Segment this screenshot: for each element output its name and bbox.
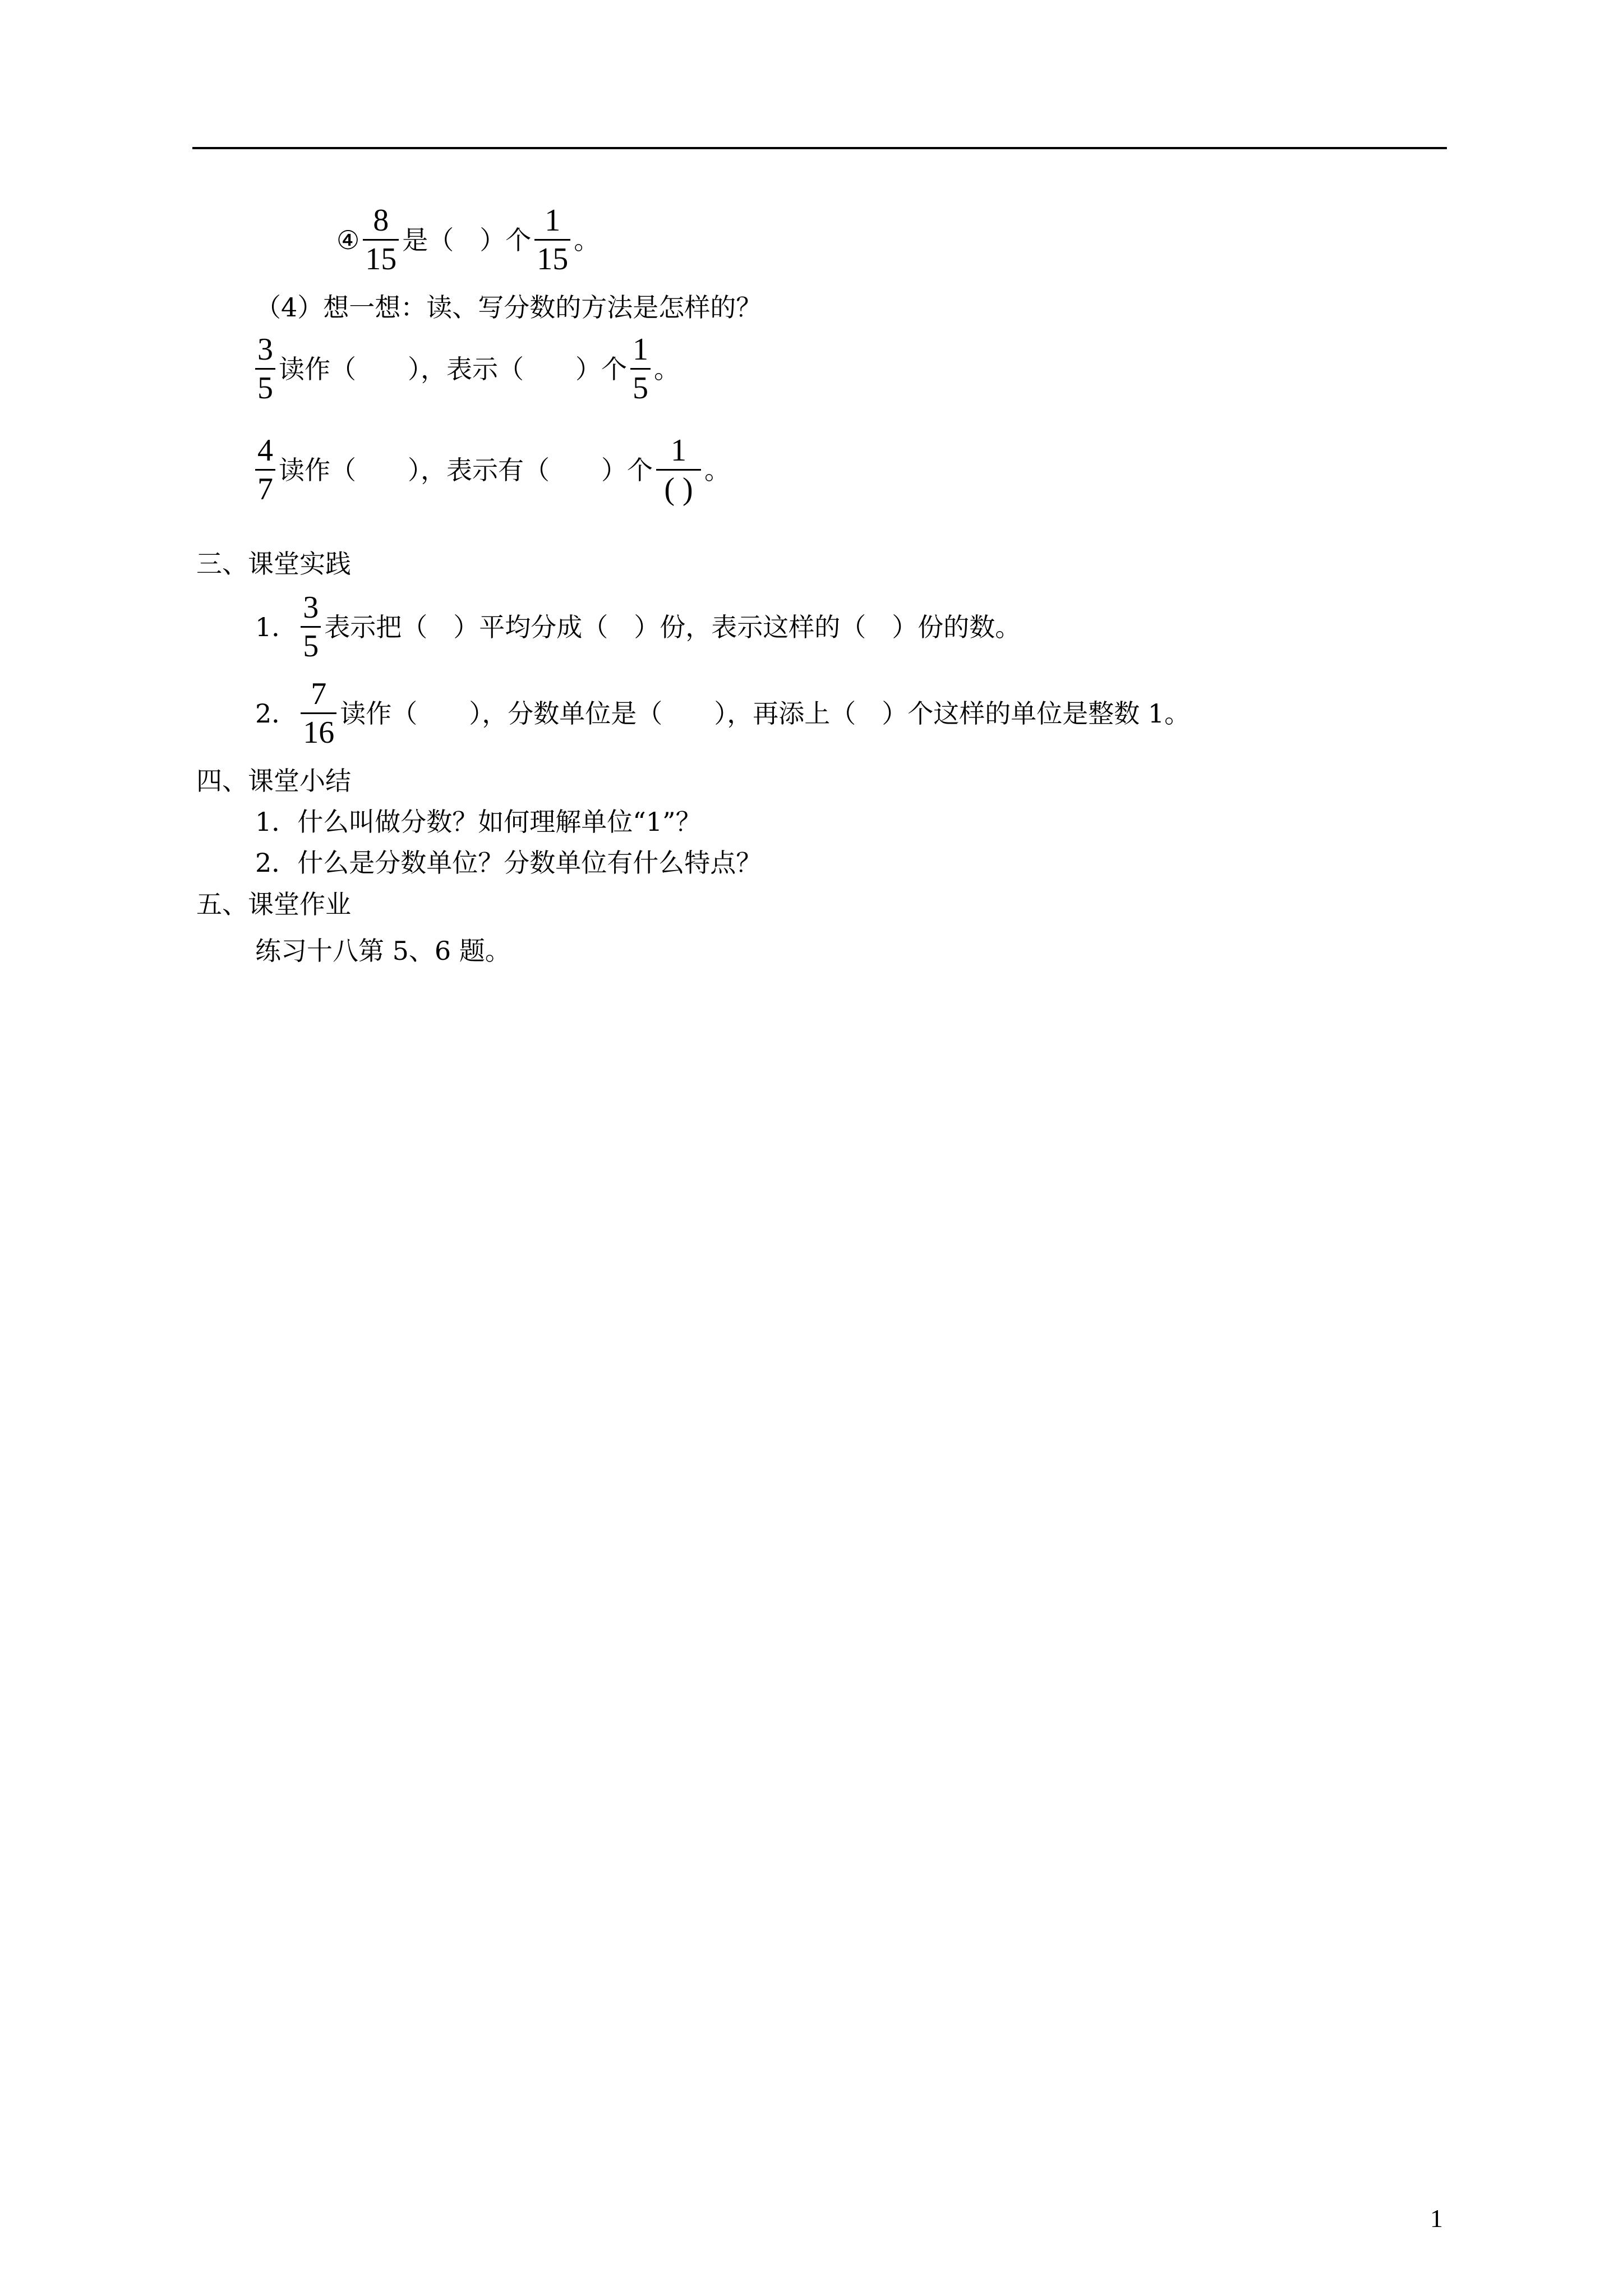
fraction-1-5: $\frac{1}{5}$ — [630, 331, 651, 407]
header-rule — [192, 147, 1447, 149]
summary-item-2: 2．什么是分数单位？分数单位有什么特点？ — [255, 848, 762, 878]
read-write-row-1: $\frac{3}{5}$ 读作（ ），表示（ ）个 $\frac{1}{5}$ 。 — [255, 331, 680, 407]
fraction-1-blank: $\frac{1}{( )}$ — [656, 432, 701, 508]
page-number: 1 — [1430, 2204, 1443, 2233]
fraction-4-7: $\frac{4}{7}$ — [255, 432, 275, 508]
circled-4-marker: ④ — [336, 224, 360, 255]
think-prompt: （4）想一想：读、写分数的方法是怎样的？ — [255, 292, 762, 323]
fraction-3-5: $\frac{3}{5}$ — [255, 331, 275, 407]
homework-text: 练习十八第 5、6 题。 — [255, 936, 511, 966]
question-4-text: 是（ ）个 — [402, 224, 532, 255]
read-write-row-2: $\frac{4}{7}$ 读作（ ），表示有（ ）个 $\frac{1}{( )}$ 。 — [255, 432, 730, 508]
fraction-8-15: $\frac{8}{15}$ — [363, 202, 399, 278]
question-4-line: ④ $\frac{8}{15}$ 是（ ）个 $\frac{1}{15}$ 。 — [336, 203, 600, 277]
fraction-3-5-practice: $\frac{3}{5}$ — [301, 589, 321, 665]
section-3-heading: 三、课堂实践 — [196, 549, 351, 579]
practice-item-1: 1． $\frac{3}{5}$ 表示把（ ）平均分成（ ）份，表示这样的（ ）份的数。 — [255, 590, 1021, 664]
section-5-heading: 五、课堂作业 — [196, 889, 351, 919]
summary-item-1: 1．什么叫做分数？如何理解单位“1”？ — [255, 807, 702, 837]
fraction-7-16: $\frac{7}{16}$ — [301, 675, 336, 751]
practice-item-2: 2． $\frac{7}{16}$ 读作（ ），分数单位是（ ），再添上（ ）个这样的单位是整数 1。 — [255, 677, 1191, 750]
section-4-heading: 四、课堂小结 — [196, 766, 351, 796]
fraction-1-15: $\frac{1}{15}$ — [534, 202, 570, 278]
